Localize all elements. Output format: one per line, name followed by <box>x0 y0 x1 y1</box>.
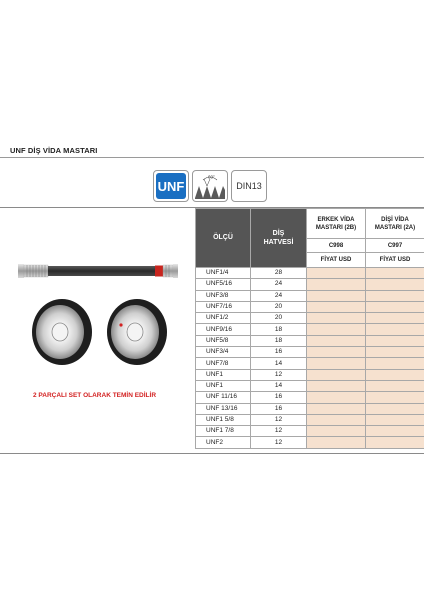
male-price-cell <box>307 380 366 391</box>
no-go-ring-gauge <box>107 299 167 365</box>
male-price-cell <box>307 403 366 414</box>
size-cell: UNF2 <box>196 437 251 448</box>
thread-angle-diagram <box>194 172 226 200</box>
pitch-cell: 18 <box>251 335 307 346</box>
gauge-illustration <box>0 208 195 388</box>
table-row <box>196 358 424 369</box>
size-header: ÖLÇÜ <box>196 209 251 268</box>
size-cell: UNF1/2 <box>196 313 251 324</box>
female-price-cell <box>366 403 424 414</box>
male-price-cell <box>307 369 366 380</box>
pitch-cell: 12 <box>251 369 307 380</box>
pitch-cell: 16 <box>251 392 307 403</box>
female-price-cell <box>366 290 424 301</box>
size-cell: UNF3/4 <box>196 347 251 358</box>
table-row <box>196 392 424 403</box>
female-price-cell <box>366 358 424 369</box>
size-cell: UNF1 <box>196 369 251 380</box>
female-price-cell <box>366 392 424 403</box>
male-price-cell <box>307 392 366 403</box>
size-cell: UNF 13/16 <box>196 403 251 414</box>
pitch-header: DİŞ HATVESİ <box>251 209 307 268</box>
pitch-cell: 12 <box>251 414 307 425</box>
size-cell: UNF1/4 <box>196 268 251 279</box>
female-price-cell <box>366 414 424 425</box>
male-price-cell <box>307 414 366 425</box>
plug-gauge <box>18 264 178 278</box>
no-go-marker <box>119 323 122 326</box>
table-row <box>196 380 424 391</box>
female-price-cell <box>366 380 424 391</box>
female-price-cell <box>366 268 424 279</box>
pitch-cell: 12 <box>251 437 307 448</box>
male-price-cell <box>307 279 366 290</box>
size-cell: UNF1 7/8 <box>196 426 251 437</box>
male-code: C998 <box>307 239 366 253</box>
go-ring-gauge <box>32 299 92 365</box>
thread-profile-icon <box>192 170 228 202</box>
table-row <box>196 369 424 380</box>
size-cell: UNF3/8 <box>196 290 251 301</box>
male-price-header: FİYAT USD <box>307 253 366 268</box>
pitch-cell: 12 <box>251 426 307 437</box>
pitch-cell: 20 <box>251 313 307 324</box>
product-images <box>0 208 195 452</box>
male-price-cell <box>307 324 366 335</box>
table-row <box>196 335 424 346</box>
table-row <box>196 313 424 324</box>
size-cell: UNF5/8 <box>196 335 251 346</box>
size-cell: UNF1 <box>196 380 251 391</box>
pitch-cell: 24 <box>251 290 307 301</box>
pitch-cell: 20 <box>251 301 307 312</box>
male-price-cell <box>307 268 366 279</box>
table-row <box>196 414 424 425</box>
male-price-cell <box>307 358 366 369</box>
female-price-cell <box>366 279 424 290</box>
table-row <box>196 426 424 437</box>
pitch-cell: 14 <box>251 380 307 391</box>
thread-angle-label: 60° <box>208 174 215 180</box>
size-cell: UNF7/16 <box>196 301 251 312</box>
size-cell: UNF9/16 <box>196 324 251 335</box>
page-title: UNF DİŞ VİDA MASTARI <box>10 146 98 155</box>
male-price-cell <box>307 426 366 437</box>
female-price-cell <box>366 301 424 312</box>
female-price-cell <box>366 313 424 324</box>
male-price-cell <box>307 347 366 358</box>
table-row <box>196 301 424 312</box>
male-price-cell <box>307 437 366 448</box>
pitch-cell: 14 <box>251 358 307 369</box>
table-row <box>196 268 424 279</box>
female-price-cell <box>366 335 424 346</box>
female-price-cell <box>366 324 424 335</box>
female-code: C997 <box>366 239 424 253</box>
female-price-header: FİYAT USD <box>366 253 424 268</box>
female-price-cell <box>366 437 424 448</box>
unf-badge <box>153 170 189 202</box>
table-row <box>196 403 424 414</box>
title-divider <box>0 157 424 158</box>
female-gauge-header: DİŞİ VİDA MASTARI (2A) <box>366 209 424 239</box>
male-price-cell <box>307 335 366 346</box>
table-row <box>196 279 424 290</box>
table-row <box>196 324 424 335</box>
pitch-cell: 28 <box>251 268 307 279</box>
size-cell: UNF1 5/8 <box>196 414 251 425</box>
pitch-cell: 16 <box>251 403 307 414</box>
table-row <box>196 437 424 448</box>
female-price-cell <box>366 369 424 380</box>
table-row <box>196 347 424 358</box>
male-price-cell <box>307 301 366 312</box>
pitch-cell: 18 <box>251 324 307 335</box>
male-price-cell <box>307 290 366 301</box>
size-cell: UNF7/8 <box>196 358 251 369</box>
female-price-cell <box>366 426 424 437</box>
pitch-cell: 16 <box>251 347 307 358</box>
table-body <box>196 268 424 449</box>
size-cell: UNF5/16 <box>196 279 251 290</box>
spec-badges <box>153 170 267 202</box>
price-table <box>195 208 424 449</box>
set-note: 2 PARÇALI SET OLARAK TEMİN EDİLİR <box>33 392 157 399</box>
unf-badge-label: UNF <box>156 173 186 199</box>
size-cell: UNF 11/16 <box>196 392 251 403</box>
female-price-cell <box>366 347 424 358</box>
table-row <box>196 290 424 301</box>
din13-badge: DIN13 <box>231 170 267 202</box>
male-gauge-header: ERKEK VİDA MASTARI (2B) <box>307 209 366 239</box>
pitch-cell: 24 <box>251 279 307 290</box>
male-price-cell <box>307 313 366 324</box>
